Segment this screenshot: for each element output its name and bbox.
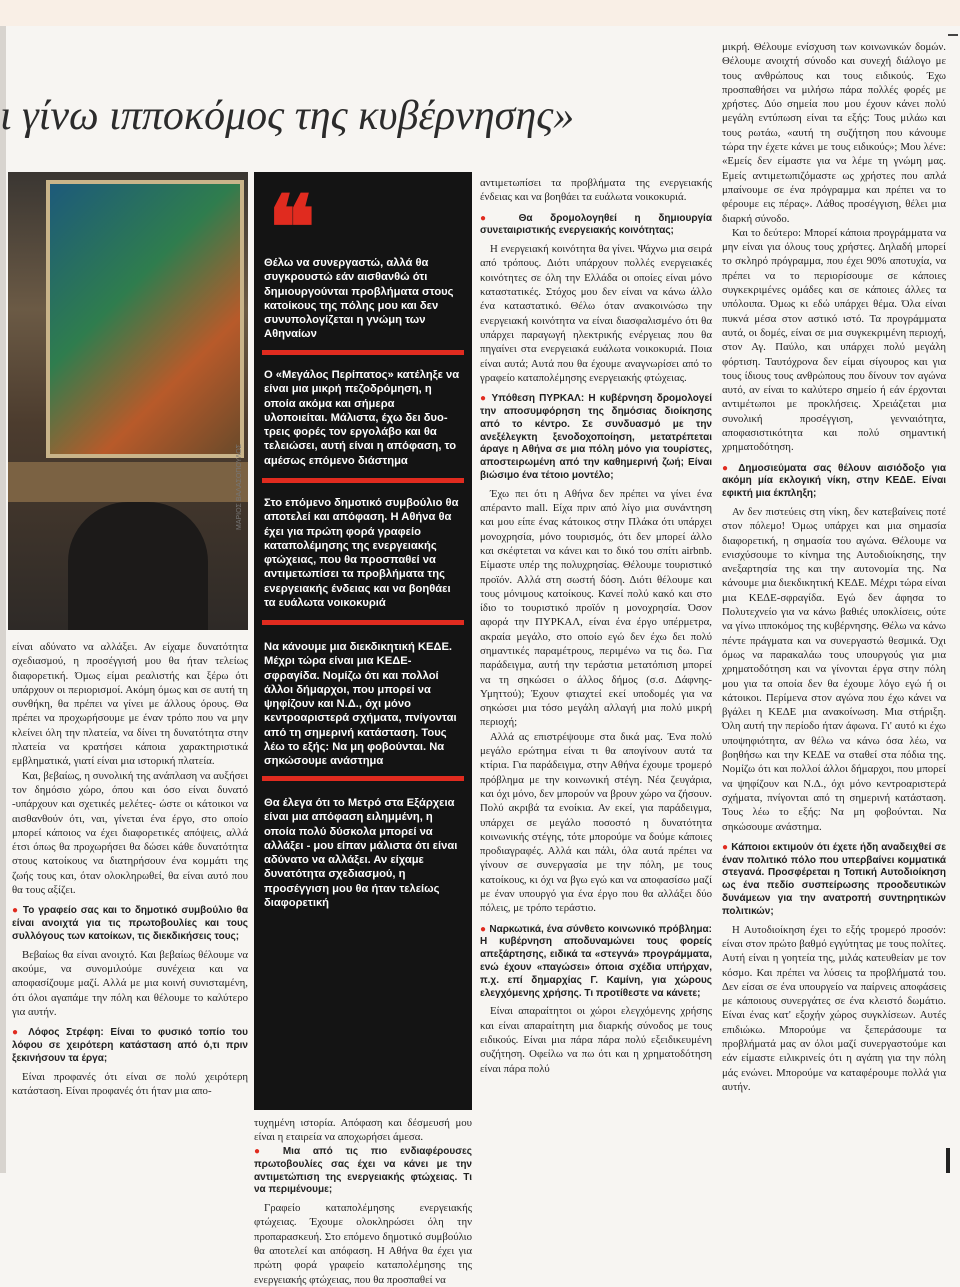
- body-paragraph: Γραφείο καταπολέμησης ενεργειακής φτώχειας. Έχουμε ολοκληρώσει όλη την προπαρασκευή. Στο επόμενο δημοτικό συμβούλιο θα αποτελεί και απόφαση. Η Αθήνα θα έχει για πρώτη φορά γραφείο καταπολέμησης της ενεργειακής φτώχειας, που θα προσπαθεί να: [254, 1202, 472, 1286]
- interview-question: ● Θα δρομολογηθεί η δημιουργία συνεταιριστικής ενεργειακής κοινότητας;: [480, 212, 712, 237]
- body-paragraph: αντιμετωπίσει τα προβλήματα της ενεργειακής ένδειας και να βοηθάει τα ευάλωτα νοικοκυριά.: [480, 177, 712, 204]
- interview-question: ● Κάποιοι εκτιμούν ότι έχετε ήδη αναδειχθεί σε έναν πολιτικό πόλο που υπερβαίνει κομματικά στεγανά. Προσφέρεται η Τοπική Αυτοδιοίκηση ως ένα πεδίο συσπείρωσης προοδευτικών δυνάμεων για την ανατροπή συντηρητικών πολιτικών;: [722, 841, 946, 917]
- article-headline: ι γίνω ιπποκόμος της κυβέρνησης»: [0, 93, 575, 139]
- sidebar-divider: [262, 776, 464, 781]
- sidebar-quote: Θέλω να συνεργαστώ, αλλά θα συγκρουστώ εάν αισθανθώ ότι δημιουργούνται προβλήματα στους κατοίκους της πόλης μου και δεν συνυπολογίζεται η γνώμη των Αθηναίων: [264, 257, 454, 341]
- bullet-icon: ●: [12, 905, 23, 917]
- person-silhouette: [68, 502, 208, 630]
- article-column-1: [12, 640, 248, 1098]
- sidebar-divider: [262, 478, 464, 483]
- bullet-icon: ●: [480, 212, 519, 224]
- body-paragraph: Είναι προφανές ότι είναι σε πολύ χειρότερη κατάσταση. Είναι προφανές ότι ήταν μια απο-: [12, 1070, 248, 1097]
- bullet-icon: ●: [254, 1146, 283, 1157]
- article-column-4: [722, 40, 946, 1173]
- top-margin-band: [0, 0, 960, 26]
- shelf-in-photo: [8, 462, 248, 502]
- sidebar-quote: Στο επόμενο δημοτικό συμβούλιο θα αποτελεί και απόφαση. Η Αθήνα θα έχει για πρώτη φορά γραφείο καταπολέμησης της ενεργειακής φτώχειας, που θα προσπαθεί να αντιμετωπίσει τα προβλήματα της ενεργειακής ένδειας και να βοηθάει τα ευάλωτα νοικοκυριά: [264, 497, 459, 610]
- body-paragraph: Είναι απαραίτητοι οι χώροι ελεγχόμενης χρήσης και είναι απαραίτητη μια διαρκής σύνοδος με τους ειδικούς. Είναι μια πάρα πάρα πολύ εξειδικευμένη συζήτηση. Οφείλω να πω ότι και η χρηματοδότηση είναι πάρα πολύ: [480, 1005, 712, 1075]
- quote-mark-icon: ❝: [268, 181, 316, 278]
- sidebar-divider: [262, 350, 464, 355]
- page-edge-mark: [946, 1148, 950, 1173]
- body-paragraph: Αν δεν πιστεύεις στη νίκη, δεν κατεβαίνεις ποτέ στον πόλεμο! Όμως υπάρχει και μια σημασία διαφορετική, η σημασία του αγώνα. Θέλουμε να ενισχύσουμε το κίνημα της Αυτοδιοίκησης, την ανεξαρτησία της και την αυτονομία της. Να κάνουμε μια διεκδικητική ΚΕΔΕ. Μέχρι τώρα είναι μια ΚΕΔΕ-σφραγίδα. Εγώ δεν άφησα το Πολυτεχνείο για να κάνω βαθιές υποκλίσεις, ούτε να γίνω ιπποκόμος της κυβέρνησης. Θέλω να κάνω πέντε πράγματα και να συνεργαστώ θεσμικά. Όχι όμως να παρακαλάω τους υπουργούς για μια χρηματοδότηση και να γίνονται έργα στην πόλη μου για τα οποία δεν θα έχουμε λόγο εγώ ή οι κάτοικοι. Περίμενα στον αγώνα που έχω κάνει να βγάλει η ΚΕΔΕ μια ανακοίνωση. Μια στήριξη. Όλη αυτή την περίοδο ήταν άφωνα. Γι' αυτό κι έχω υποψηφιότητα, αν θέλω να κάνω όσα λέω, να βοηθήσω και την ΚΕΔΕ να σταθεί στα πόδια της. Νομίζω ότι και πολλοί άλλοι δήμαρχοι, που μπορεί να ψηφίζουν και Ν.Δ., όχι μόνο κεντροαριστερά σχήματα, πνίγονται από τη σημερινή κατάσταση. Τους λέω το εξής: Να μη φοβούνται. Να σηκώσουμε ανάστημα.: [722, 506, 946, 833]
- body-paragraph: είναι αδύνατο να αλλάξει. Αν είχαμε δυνατότητα σχεδιασμού, η προσέγγισή μου θα ήταν τελείως διαφορετική. Όμως είμαι ρεαλιστής και ξέρω ότι υπάρχουν οι περιορισμοί. Ακόμη όμως και σε αυτή τη συνθήκη, θα πρέπει να γίνει με άλλους όρους. Θα πρέπει να προχωρήσουμε με έναν τρόπο που να μην κλείνει όλη την πλατεία, να δίνει τη δυνατότητα στην πλατεία να κρατήσει κάποια χαρακτηριστικά εμβληματικά, γιατί είναι μια ιστορική πλατεία.: [12, 641, 248, 768]
- interview-question: ● Ναρκωτικά, ένα σύνθετο κοινωνικό πρόβλημα: Η κυβέρνηση αποδυναμώνει τους φορείς απεξάρτησης, ειδικά τα «στεγνά» προγράμματα, ενώ έχουν «παγώσει» όποια σχέδια υπήρχαν, π.χ. επί δημαρχίας Γ. Καμίνη, για χώρους ελεγχόμενης χρήσης. Τι προτίθεστε να κάνετε;: [480, 923, 712, 999]
- interview-question: ● Το γραφείο σας και το δημοτικό συμβούλιο θα είναι ανοιχτά για τις πρωτοβουλίες και τους συλλόγους των κατοίκων, τις διεκδικήσεις τους;: [12, 905, 248, 942]
- body-paragraph: Και το δεύτερο: Μπορεί κάποια προγράμματα να μην είναι για όλους τους χρήστες. Δηλαδή μπορεί το σκληρό πρόγραμμα, που έχει 90% αποτυχία, να πρέπει να το περιορίσουμε σε κάποιες συγκεκριμένες ομάδες και σε κάποιες άλλες τα υπόλοιπα. Όμως κι εδώ υπάρχει θέμα. Όλα είναι πυκνά μέσα στον αστικό ιστό. Τα προγράμματα αυτά, οι δομές, είναι σε μια συγκεκριμένη περιοχή, στον Αγ. Παύλο, και υπάρχει πολύ μεγάλη φόρτιση. Ταυτόχρονα δεν είμαι σίγουρος και για τους ίδιους τους ανθρώπους που δίνουν τον αγώνα αυτό, αν είναι το καλύτερο σημείο ή εάν έρχονται αντιμέτωποι με προκλήσεις. Χρειάζεται μια συνολική προσέγγιση, γενναιότητα, αποφασιστικότητα και πολύ σημαντική χρηματοδότηση.: [722, 226, 946, 454]
- body-paragraph: Και, βεβαίως, η συνολική της ανάπλαση να αυξήσει τον δημόσιο χώρο, όπου και όσο είναι δυνατό -υπάρχουν και σχετικές μελέτες- ώστε οι κάτοικοι να αισθανθούν ότι, ναι, γίνεται ένα έργο, στο οποίο μπορεί κάποιος να έχει διαφορετικές απόψεις, αλλά έτσι όπως θα προχωρήσει θα δώσει κάθε δυνατότητα στους κατοίκους να διατηρήσουν ένα κομμάτι της ζωής τους και, όταν ολοκληρωθεί, θα είναι αυτό που θα τους αξίζει.: [12, 769, 248, 897]
- corner-mark: [948, 34, 958, 36]
- sidebar-quote: Ο «Μεγάλος Περίπατος» κατέληξε να είναι μια μικρή πεζοδρόμηση, η οποία ακόμα και σήμερα υλοποιείται. Μάλιστα, έχω δει δυο-τρεις φορές τον εργολάβο και θα τελειώσει, αυτή είναι η απόφαση, το αμέσως επόμενο διάστημα: [264, 369, 460, 467]
- bullet-icon: ●: [480, 393, 492, 405]
- article-column-3: [480, 176, 712, 1173]
- article-column-2: [254, 1116, 472, 1145]
- body-paragraph: τυχημένη ιστορία. Απόφαση και δέσμευσή μου είναι η εταιρεία να αποχωρήσει άμεσα.: [254, 1117, 472, 1144]
- sidebar-divider: [262, 620, 464, 625]
- interview-question: ● Λόφος Στρέφη: Είναι το φυσικό τοπίο του λόφου σε χειρότερη κατάσταση από ό,τι πριν ξεκινήσουν τα έργα;: [12, 1027, 248, 1064]
- interview-question: ● Υπόθεση ΠΥΡΚΑΛ: Η κυβέρνηση δρομολογεί την αποσυμφόρηση της δημόσιας διοίκησης από το κέντρο. Σε συνδυασμό με την ανεξέλεγκτη ξενοδοχοποίηση, μετατρέπεται άραγε η Αθήνα σε μια πόλη μόνο για τουρίστες, αποστειρωμένη από την καθημερινή ζωή; Είναι βιώσιμο ένα τέτοιο μοντέλο;: [480, 393, 712, 481]
- bullet-icon: ●: [722, 841, 732, 853]
- bullet-icon: ●: [12, 1027, 29, 1039]
- body-paragraph: μικρή. Θέλουμε ενίσχυση των κοινωνικών δομών. Θέλουμε ανοιχτή σύνοδο και συνεχή διάλογο με τους ανθρώπους και τους ειδικούς. Έχω προσπαθήσει να μιλήσω πάρα πολλές φορές με χρήστες. Δύο σημεία που μου έχουν κάνει πολύ μεγάλη εντύπωση είναι τα εξής: Τους μιλάω και τους ρωτάω, «αυτή τη συζήτηση που κάνουμε τώρα την έχετε κάνει με τους ειδικούς»; Μου λένε: «Εμείς δεν είμαστε για να λέμε τη γνώμη μας. Εμείς αντιμετωπιζόμαστε ως χρήστες που απλά μπαίνουμε σε ένα πρόγραμμα και πρέπει να το φέρουμε εις πέρας». Λάθος προσέγγιση, θέλει μια διαρκή σύνοδο.: [722, 41, 946, 225]
- body-paragraph: Έχω πει ότι η Αθήνα δεν πρέπει να γίνει ένα απέραντο mall. Είχα πριν από λίγο μια συνάντηση και μου είπε ένας κάτοικος στην Πλάκα ότι υπάρχει μονοχρησία, μόνο τουρισμός, ότι δεν μπορεί άλλο και σκέφτεται να κάνει και το δικό του σπίτι airbnb. Είμαστε υπέρ της πολυχρησίας. Θέλουμε τουριστικό προϊόν. Αλλά στη σωστή δόση. Διότι θέλουμε και τους μόνιμους κατοίκους. Κανεί πολύ κακό και στο ίδιο το τουριστικό προϊόν η μονοχρησία. Όσον αφορά την ΠΥΡΚΑΛ, είναι ένα έργο υπέρμετρα, ακραία μεγάλο, στο οποίο εγώ δεν έχω δει πολύ σημαντικές παραμέτρους, περιμένω να τις δω. Για παράδειγμα, αυτή την τεράστια μετατόπιση μπορεί να τη σηκώσει ο άλλος δήμος (σ.σ. Δάφνης-Υμηττού); Έχουν φτιαχτεί εκεί υποδομές για να σηκώσει μια τόσο μεγάλη αλλαγή μια πολύ μικρή περιοχή;: [480, 487, 712, 729]
- body-paragraph: Αλλά ας επιστρέψουμε στα δικά μας. Ένα πολύ μεγάλο ερώτημα είναι τι θα απογίνουν αυτά τα κτίρια. Για παράδειγμα, στην Αθήνα έχουμε τρομερό πρόβλημα με την κοινωνική στέγη. Νέα ζευγάρια, και όχι μόνο, δεν μπορούν να βρουν χώρο να ζήσουν. Πολύ ακριβά τα ενοίκια. Αν εκεί, για παράδειγμα, υπάρχει σε μεγάλο ποσοστό η δυνατότητα κοινωνικής στέγης, τότε μπορούμε να δούμε κάποιες προδιαγραφές. Αλλά και πάλι, όλα αυτά πρέπει να γίνουν σε συνεργασία με την πόλη, με τους κατοίκους, κι όχι να βγω εγώ και να αποφασίσω μαζί με έναν υπουργό για ένα έργο που θα αλλάξει δύο πόλεις, με τρόπο τεράστιο.: [480, 730, 712, 915]
- quote-sidebar: [254, 172, 472, 1110]
- photo-credit: ΜΑΡΙΟΣ ΒΑΛΑΣΟΠΟΥΛΟΣ: [236, 443, 243, 530]
- article-column-2-cont: [254, 1146, 472, 1286]
- body-paragraph: Βεβαίως θα είναι ανοιχτό. Και βεβαίως θέλουμε να ακούμε, να συνομιλούμε συνέχεια και να αποφασίζουμε μαζί. Αλλά με μια κοινή συνισταμένη, ότι όλοι αγαπάμε την πόλη και θέλουμε το καλύτερο για αυτήν.: [12, 948, 248, 1018]
- painting-in-photo: [46, 180, 244, 458]
- bullet-icon: ●: [480, 923, 490, 935]
- body-paragraph: Η ενεργειακή κοινότητα θα γίνει. Ψάχνω μια σειρά από τρόπους. Διότι υπάρχουν πολλές ενεργειακές κοινότητες σε όλη την Ελλάδα οι οποίες είναι μόνο καταστατικές. Στόχος μου δεν είναι να κάνω άλλο ένα καταστατικό. Θέλω όταν ανακοινώσω την ενεργειακή κοινότητα να είναι διασφαλισμένο ότι θα υπάρχει παραγωγή ηλεκτρικής ενέργειας που θα πηγαίνει στα ενεργειακά ευάλωτα νοικοκυριά. Ποια είναι αυτά; Αυτά που θα έχουμε αναγνωρίσει από το γραφείο καταπολέμησης ενεργειακής φτώχειας.: [480, 243, 712, 384]
- sidebar-quote: Θα έλεγα ότι το Μετρό στα Εξάρχεια είναι μια απόφαση ειλημμένη, η οποία πολύ δύσκολα μπορεί να αλλάξει - μου είπαν μάλιστα ότι είναι αδύνατο να αλλάξει. Αν είχαμε δυνατότητα σχεδιασμού, η προσέγγιση μου θα ήταν τελείως διαφορετική: [264, 797, 458, 910]
- interview-question: ● Μια από τις πιο ενδιαφέρουσες πρωτοβουλίες σας έχει να κάνει με την αντιμετώπιση της ενεργειακής φτώχειας. Τι να περιμένουμε;: [254, 1146, 472, 1196]
- sidebar-quote: Να κάνουμε μια διεκδικητική ΚΕΔΕ. Μέχρι τώρα είναι μια ΚΕΔΕ-σφραγίδα. Νομίζω ότι και πολλοί άλλοι δήμαρχοι, που μπορεί να ψηφίζουν και Ν.Δ., όχι μόνο κεντροαριστερά σχήματα, πνίγονται από τη σημερινή κατάσταση. Τους λέω το εξής: Να μη φοβούνται. Να σηκώσουμε ανάστημα: [264, 641, 457, 768]
- page-gutter-edge: [0, 26, 6, 1173]
- interview-question: ● Δημοσιεύματα σας θέλουν αισιόδοξο για ακόμη μία εκλογική νίκη, στην ΚΕΔΕ. Είναι εφικτή μια έκπληξη;: [722, 462, 946, 500]
- article-photo: [8, 172, 248, 630]
- body-paragraph: Η Αυτοδιοίκηση έχει το εξής τρομερό προσόν: είναι στον πρώτο βαθμό εγγύτητας με τους πολίτες. Αυτή είναι η γοητεία της, μιλάς κατευθείαν με τον κόσμο. Και πρέπει να λύσεις τα προβλήματά του. Δεν είσαι σε ένα υπουργείο να παίρνεις αποφάσεις με κάποιους συνεργάτες σε ένα κλειστό δωμάτιο. Είναι ένας κατ' εξοχήν χώρος συγκλίσεων. Αυτές επιδιώκω. Μπορούμε να ξεπεράσουμε τα προβλήματά μας αν όλοι μαζί συνεργαστούμε και εάν είμαστε ειλικρινείς ότι η αγάπη για την πόλη μάς ενώνει. Μπορούμε να καταφέρουμε πολλά για αυτήν.: [722, 923, 946, 1093]
- bullet-icon: ●: [722, 462, 739, 474]
